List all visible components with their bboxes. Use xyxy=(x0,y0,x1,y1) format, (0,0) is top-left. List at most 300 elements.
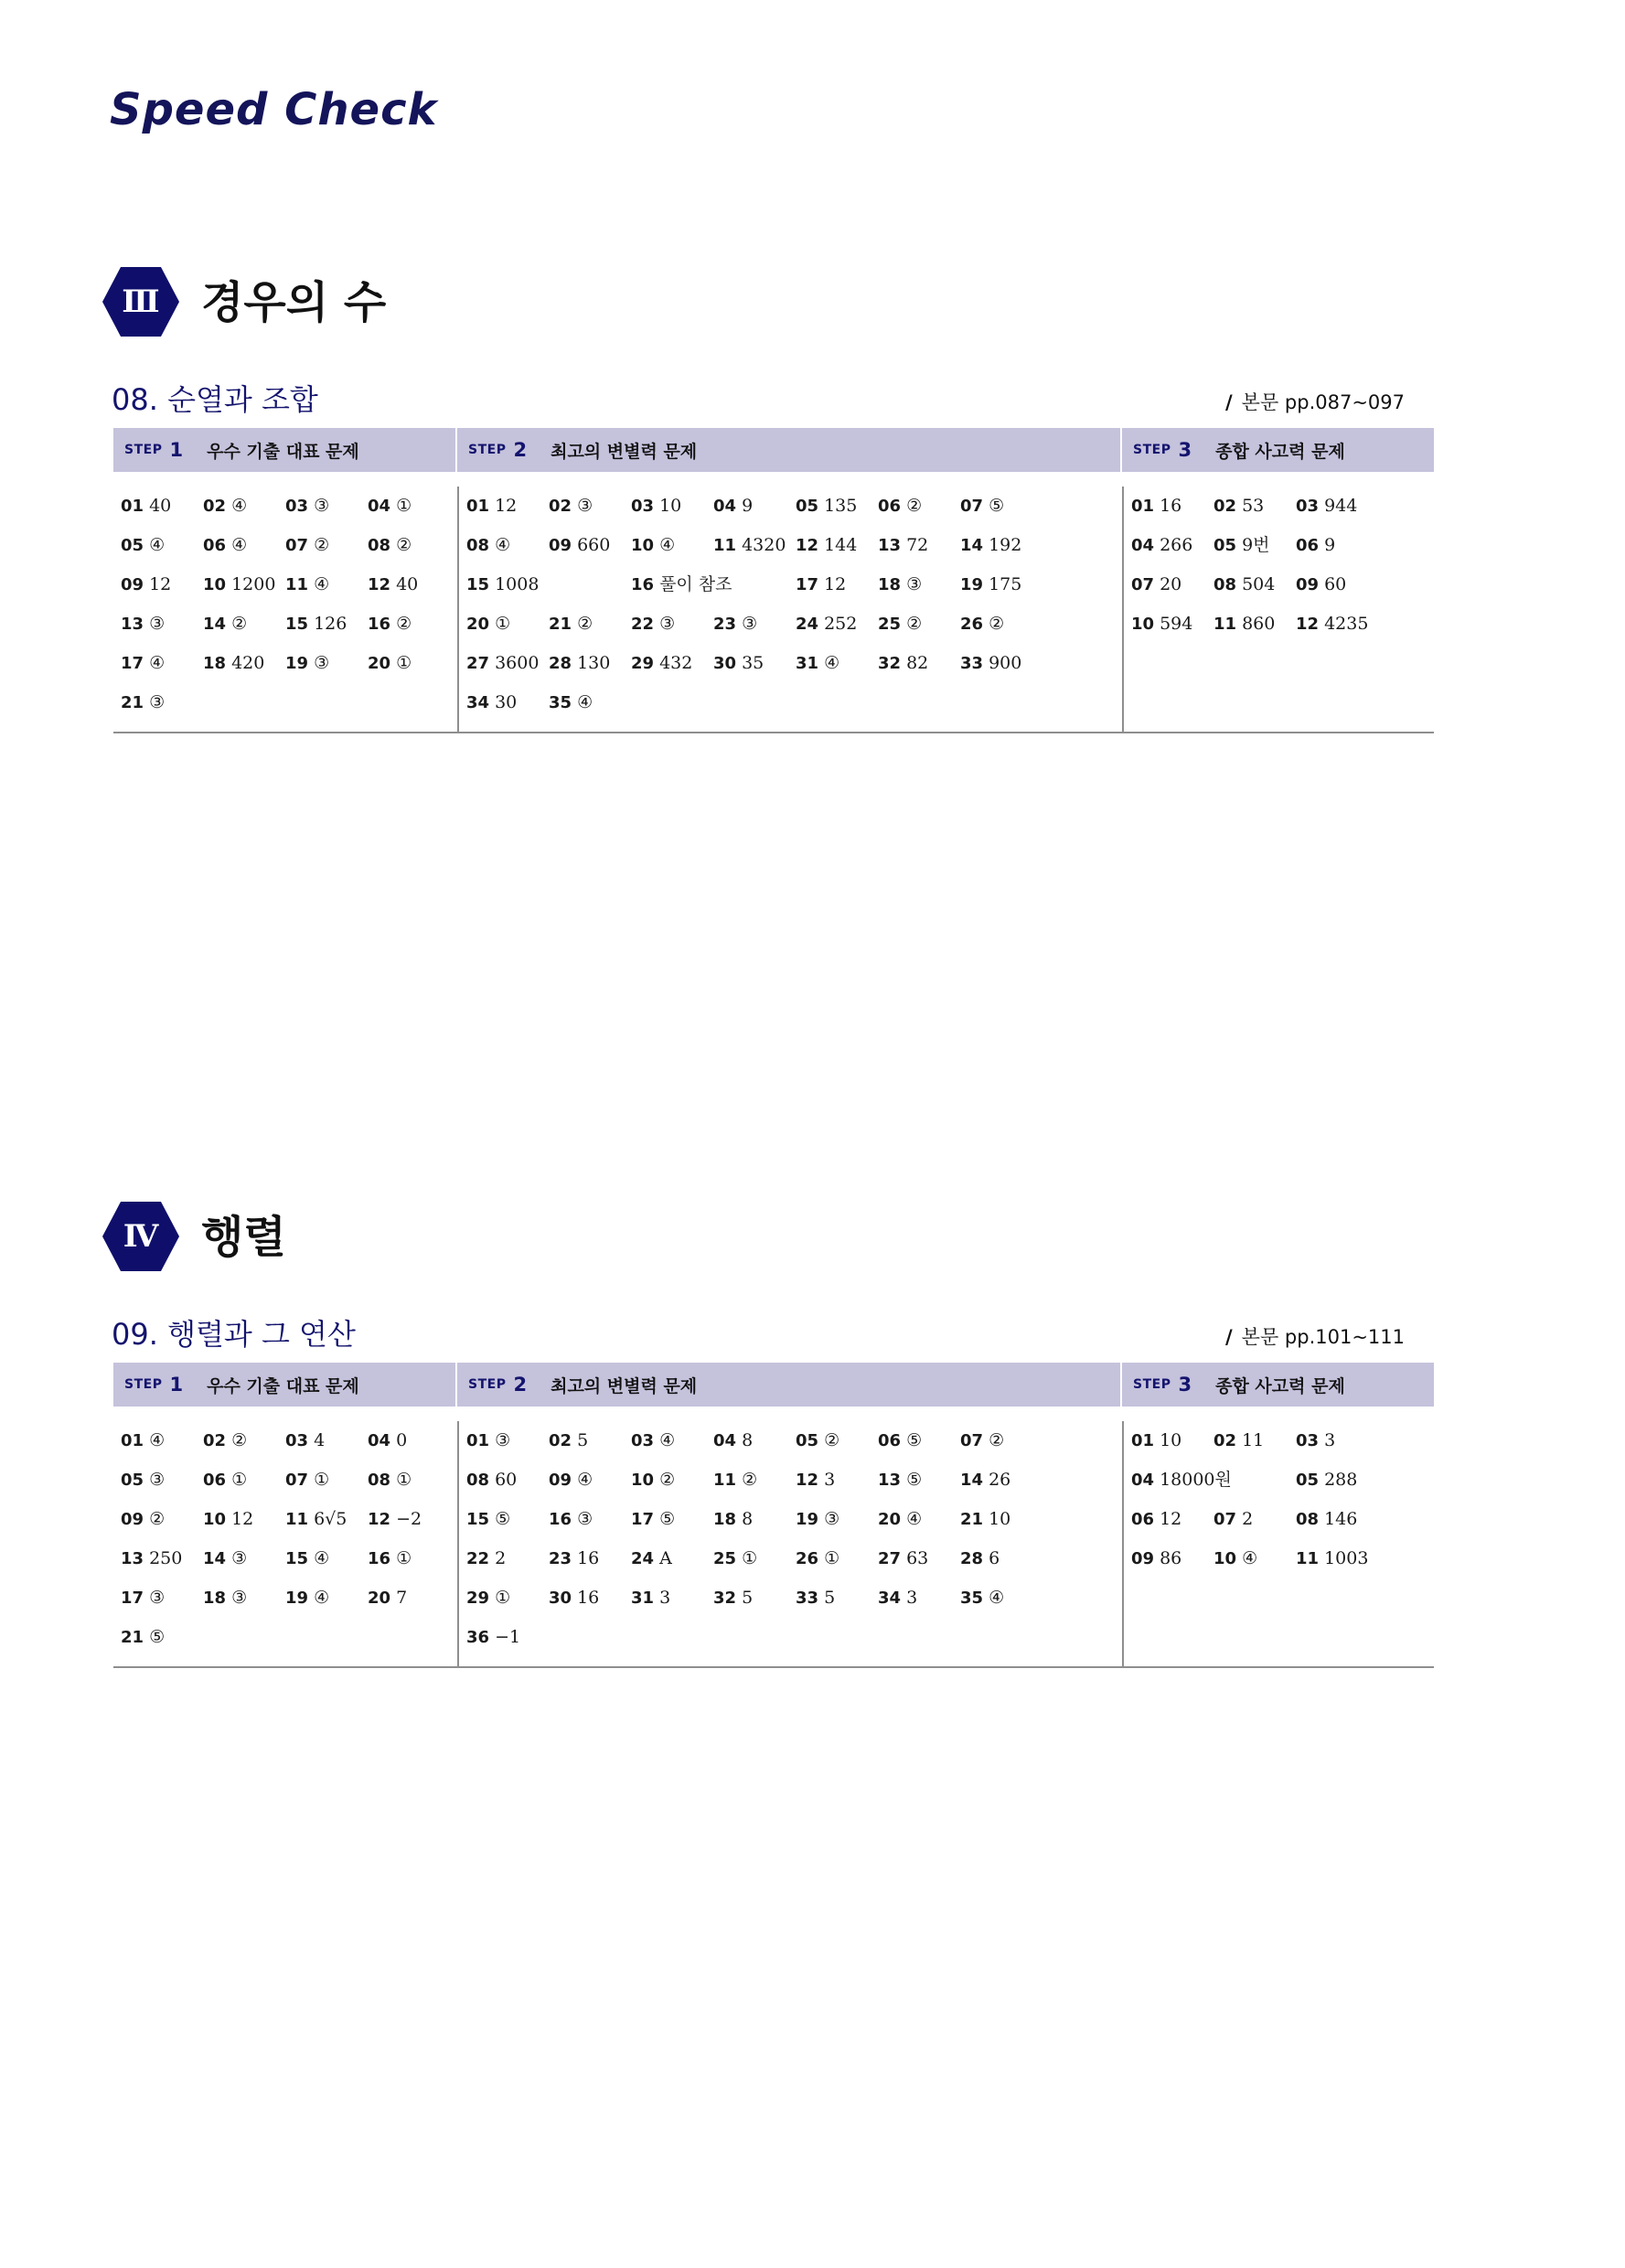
question-number: 30 xyxy=(549,1589,572,1608)
answer-value: ⑤ xyxy=(989,496,1005,516)
answer-value: ① xyxy=(396,653,412,673)
answer-value: 12 xyxy=(1160,1509,1182,1529)
question-number: 06 xyxy=(203,1471,227,1490)
question-number: 05 xyxy=(121,1471,144,1490)
answer-item xyxy=(960,1539,1042,1578)
question-number: 16 xyxy=(631,575,655,594)
question-number: 04 xyxy=(1131,536,1155,555)
page-title: Speed Check xyxy=(110,84,438,135)
question-number: 01 xyxy=(121,1431,144,1450)
step1-answers xyxy=(113,472,457,732)
step-header-bar xyxy=(113,1363,1434,1407)
answer-item xyxy=(203,1578,285,1618)
answer-item xyxy=(466,1539,549,1578)
question-number: 26 xyxy=(796,1549,819,1568)
question-number: 15 xyxy=(285,615,309,634)
answer-item xyxy=(796,1460,878,1500)
question-number: 05 xyxy=(1213,536,1237,555)
question-number: 28 xyxy=(960,1549,984,1568)
answer-item xyxy=(549,1539,631,1578)
answer-value: 12 xyxy=(231,1509,254,1529)
answer-item xyxy=(960,565,1042,604)
question-number: 10 xyxy=(203,575,227,594)
question-number: 26 xyxy=(960,615,984,634)
question-number: 32 xyxy=(878,654,902,673)
unit-header xyxy=(102,267,1447,340)
answer-item xyxy=(796,1578,878,1618)
answer-value: ⑤ xyxy=(906,1430,923,1450)
answer-value: −1 xyxy=(495,1627,521,1647)
answer-item xyxy=(960,644,1042,683)
answer-item xyxy=(203,526,285,565)
answer-item xyxy=(121,683,203,722)
question-number: 06 xyxy=(1131,1510,1155,1529)
answer-item xyxy=(878,1539,960,1578)
answer-item xyxy=(368,487,450,526)
answer-value: 4235 xyxy=(1324,614,1369,634)
answer-value: 2 xyxy=(1242,1509,1254,1529)
question-number: 03 xyxy=(1296,497,1320,516)
answer-item xyxy=(368,644,450,683)
answer-value: ② xyxy=(659,1470,676,1490)
step-number: 1 xyxy=(169,1374,184,1396)
question-number: 16 xyxy=(549,1510,572,1529)
answer-item xyxy=(796,565,878,604)
answer-item xyxy=(203,487,285,526)
answer-value: ④ xyxy=(906,1509,923,1529)
question-number: 02 xyxy=(549,497,572,516)
answer-item xyxy=(549,526,631,565)
step-label: 우수 기출 대표 문제 xyxy=(207,1375,359,1396)
step3-header xyxy=(1122,428,1434,472)
answer-value: 5 xyxy=(577,1430,589,1450)
answer-value: ③ xyxy=(149,1588,166,1608)
question-number: 06 xyxy=(878,497,902,516)
question-number: 15 xyxy=(466,575,490,594)
answer-value: ④ xyxy=(1242,1548,1258,1568)
question-number: 34 xyxy=(878,1589,902,1608)
answer-item xyxy=(1213,526,1296,565)
answer-item xyxy=(1213,565,1296,604)
answer-item xyxy=(203,1500,285,1539)
question-number: 19 xyxy=(960,575,984,594)
page-ref-slash: / xyxy=(1224,391,1233,413)
question-number: 21 xyxy=(121,693,144,712)
answer-table xyxy=(113,1363,1434,1668)
unit-title: 경우의 수 xyxy=(201,277,387,328)
answer-item xyxy=(631,604,713,644)
question-number: 07 xyxy=(960,1431,984,1450)
answer-value: 6 xyxy=(989,1548,1000,1568)
question-number: 05 xyxy=(796,497,819,516)
question-number: 21 xyxy=(960,1510,984,1529)
question-number: 24 xyxy=(631,1549,655,1568)
answer-item xyxy=(631,1500,713,1539)
answer-value: ② xyxy=(396,614,412,634)
answer-value: 860 xyxy=(1242,614,1276,634)
answer-item xyxy=(713,526,796,565)
answer-item xyxy=(203,644,285,683)
answer-value: 130 xyxy=(577,653,611,673)
answer-item xyxy=(368,1421,450,1460)
answer-value: 252 xyxy=(824,614,858,634)
question-number: 04 xyxy=(713,497,737,516)
answer-value: 250 xyxy=(149,1548,183,1568)
answer-item xyxy=(796,604,878,644)
answer-item xyxy=(466,683,549,722)
answer-value: 3 xyxy=(906,1588,918,1608)
step-number: 2 xyxy=(513,1374,528,1396)
answer-item xyxy=(631,1460,713,1500)
answer-item xyxy=(1296,604,1378,644)
step-number: 2 xyxy=(513,439,528,461)
question-number: 10 xyxy=(1213,1549,1237,1568)
answer-value: 266 xyxy=(1160,535,1193,555)
step2-header xyxy=(457,428,1122,472)
answer-value: 4320 xyxy=(742,535,786,555)
answer-value: 3 xyxy=(824,1470,836,1490)
answer-item xyxy=(466,1618,549,1657)
answer-value: ⑤ xyxy=(495,1509,511,1529)
answer-value: 16 xyxy=(1160,496,1182,516)
answer-value: 2 xyxy=(495,1548,507,1568)
answer-item xyxy=(549,1421,631,1460)
question-number: 09 xyxy=(1131,1549,1155,1568)
answer-item xyxy=(285,1500,368,1539)
answer-value: 0 xyxy=(396,1430,408,1450)
step3-header xyxy=(1122,1363,1434,1407)
answer-value: ④ xyxy=(231,496,248,516)
answer-item xyxy=(285,1539,368,1578)
question-number: 06 xyxy=(1296,536,1320,555)
question-number: 14 xyxy=(203,1549,227,1568)
question-number: 01 xyxy=(1131,497,1155,516)
question-number: 03 xyxy=(631,497,655,516)
answer-value: 풀이 참조 xyxy=(659,574,732,594)
chapter-row xyxy=(102,377,1447,428)
step-word: STEP xyxy=(1133,1377,1171,1392)
answer-value: 86 xyxy=(1160,1548,1182,1568)
answer-item xyxy=(1296,565,1378,604)
answer-item xyxy=(1296,1460,1378,1500)
question-number: 07 xyxy=(1213,1510,1237,1529)
question-number: 14 xyxy=(960,536,984,555)
question-number: 09 xyxy=(121,1510,144,1529)
question-number: 04 xyxy=(1131,1471,1155,1490)
answer-item xyxy=(466,487,549,526)
question-number: 27 xyxy=(466,654,490,673)
question-number: 02 xyxy=(1213,497,1237,516)
answer-value: ④ xyxy=(577,1470,593,1490)
answer-value: 10 xyxy=(1160,1430,1182,1450)
answer-value: ③ xyxy=(231,1588,248,1608)
question-number: 07 xyxy=(1131,575,1155,594)
question-number: 22 xyxy=(466,1549,490,1568)
answer-item xyxy=(1296,1421,1378,1460)
question-number: 09 xyxy=(121,575,144,594)
answer-item xyxy=(121,1500,203,1539)
answer-item xyxy=(796,1539,878,1578)
answer-item xyxy=(466,604,549,644)
answer-value: ④ xyxy=(314,1548,330,1568)
answer-item xyxy=(631,1539,713,1578)
question-number: 25 xyxy=(878,615,902,634)
question-number: 01 xyxy=(466,1431,490,1450)
answer-item xyxy=(549,644,631,683)
answer-value: 72 xyxy=(906,535,929,555)
answer-value: 12 xyxy=(824,574,847,594)
question-number: 08 xyxy=(1213,575,1237,594)
step1-answers xyxy=(113,1407,457,1666)
question-number: 20 xyxy=(466,615,490,634)
answer-item xyxy=(121,1421,203,1460)
answer-value: 3600 xyxy=(495,653,540,673)
answer-value: 3 xyxy=(659,1588,671,1608)
answer-item xyxy=(368,565,450,604)
question-number: 21 xyxy=(549,615,572,634)
step1-header xyxy=(113,1363,457,1407)
question-number: 15 xyxy=(466,1510,490,1529)
page-ref-slash: / xyxy=(1224,1326,1233,1348)
question-number: 28 xyxy=(549,654,572,673)
answer-value: ③ xyxy=(659,614,676,634)
answer-item xyxy=(960,604,1042,644)
answer-value: 192 xyxy=(989,535,1022,555)
chapter-row xyxy=(102,1311,1447,1363)
step-word: STEP xyxy=(468,1377,507,1392)
answer-value: ③ xyxy=(149,1470,166,1490)
unit-numeral: Ⅲ xyxy=(122,284,160,320)
answer-value: ② xyxy=(396,535,412,555)
answer-value: ③ xyxy=(149,614,166,634)
answer-table xyxy=(113,428,1434,733)
answer-value: 1200 xyxy=(231,574,276,594)
answer-item xyxy=(549,1460,631,1500)
question-number: 04 xyxy=(368,1431,391,1450)
question-number: 13 xyxy=(878,1471,902,1490)
answer-value: 420 xyxy=(231,653,265,673)
answer-item xyxy=(1213,604,1296,644)
answer-value: 126 xyxy=(314,614,347,634)
answer-value: ⑤ xyxy=(149,1627,166,1647)
answer-item xyxy=(285,487,368,526)
answer-item xyxy=(1131,1500,1213,1539)
question-number: 06 xyxy=(203,536,227,555)
answer-item xyxy=(878,1578,960,1618)
answer-item xyxy=(203,1539,285,1578)
question-number: 01 xyxy=(121,497,144,516)
answer-value: 82 xyxy=(906,653,929,673)
answer-item xyxy=(631,1421,713,1460)
question-number: 07 xyxy=(285,1471,309,1490)
answer-item xyxy=(203,1421,285,1460)
answer-value: ④ xyxy=(149,653,166,673)
step-word: STEP xyxy=(124,1377,163,1392)
question-number: 05 xyxy=(1296,1471,1320,1490)
question-number: 04 xyxy=(713,1431,737,1450)
answers-body xyxy=(113,1407,1434,1668)
answer-value: ④ xyxy=(149,535,166,555)
question-number: 35 xyxy=(549,693,572,712)
answer-value: ① xyxy=(495,1588,511,1608)
question-number: 35 xyxy=(960,1589,984,1608)
answer-value: 1003 xyxy=(1324,1548,1369,1568)
answer-item xyxy=(368,1539,450,1578)
answer-value: ④ xyxy=(495,535,511,555)
answer-value: 60 xyxy=(1324,574,1347,594)
answer-value: A xyxy=(659,1548,672,1568)
question-number: 11 xyxy=(1296,1549,1320,1568)
question-number: 20 xyxy=(878,1510,902,1529)
answer-item xyxy=(1131,1460,1296,1500)
answer-item xyxy=(631,644,713,683)
answer-item xyxy=(285,1421,368,1460)
answer-value: ① xyxy=(396,496,412,516)
answer-value: 5 xyxy=(824,1588,836,1608)
question-number: 18 xyxy=(203,1589,227,1608)
answer-item xyxy=(121,1618,203,1657)
question-number: 04 xyxy=(368,497,391,516)
page-ref-text: 본문 pp.087~097 xyxy=(1241,391,1405,413)
answer-item xyxy=(549,487,631,526)
answer-item xyxy=(466,1421,549,1460)
answer-value: 6√5 xyxy=(314,1509,347,1529)
answer-item xyxy=(368,1578,450,1618)
answer-item xyxy=(960,1578,1042,1618)
answer-value: ② xyxy=(742,1470,758,1490)
question-number: 02 xyxy=(1213,1431,1237,1450)
question-number: 29 xyxy=(631,654,655,673)
question-number: 11 xyxy=(713,1471,737,1490)
answer-value: 944 xyxy=(1324,496,1358,516)
answer-item xyxy=(796,487,878,526)
question-number: 01 xyxy=(466,497,490,516)
question-number: 08 xyxy=(368,1471,391,1490)
step2-header xyxy=(457,1363,1122,1407)
answer-item xyxy=(466,1500,549,1539)
answer-item xyxy=(796,526,878,565)
answer-item xyxy=(713,1421,796,1460)
step-word: STEP xyxy=(124,443,163,457)
answer-value: ② xyxy=(231,1430,248,1450)
answer-item xyxy=(285,1578,368,1618)
question-number: 03 xyxy=(1296,1431,1320,1450)
question-number: 03 xyxy=(631,1431,655,1450)
answer-value: ③ xyxy=(149,692,166,712)
question-number: 19 xyxy=(285,1589,309,1608)
answer-value: ① xyxy=(396,1548,412,1568)
answer-item xyxy=(466,1460,549,1500)
answer-value: ① xyxy=(396,1470,412,1490)
answer-value: −2 xyxy=(396,1509,422,1529)
answer-value: ② xyxy=(989,614,1005,634)
answer-value: 18000원 xyxy=(1160,1470,1232,1490)
step2-answers xyxy=(457,487,1122,732)
question-number: 13 xyxy=(121,1549,144,1568)
question-number: 22 xyxy=(631,615,655,634)
answer-value: ③ xyxy=(495,1430,511,1450)
answer-item xyxy=(631,565,796,604)
answer-value: 26 xyxy=(989,1470,1011,1490)
question-number: 17 xyxy=(121,654,144,673)
answer-value: 900 xyxy=(989,653,1022,673)
question-number: 08 xyxy=(466,536,490,555)
question-number: 19 xyxy=(796,1510,819,1529)
answer-item xyxy=(713,1500,796,1539)
question-number: 14 xyxy=(203,615,227,634)
question-number: 11 xyxy=(1213,615,1237,634)
answer-item xyxy=(549,1578,631,1618)
answer-value: 53 xyxy=(1242,496,1265,516)
step2-answers xyxy=(457,1421,1122,1666)
answer-value: ④ xyxy=(314,574,330,594)
step-number: 1 xyxy=(169,439,184,461)
question-number: 01 xyxy=(1131,1431,1155,1450)
answer-value: ④ xyxy=(989,1588,1005,1608)
answer-item xyxy=(203,604,285,644)
answer-item xyxy=(1296,1539,1378,1578)
answer-item xyxy=(549,604,631,644)
question-number: 16 xyxy=(368,1549,391,1568)
unit-section xyxy=(102,1202,1447,1668)
step-label: 우수 기출 대표 문제 xyxy=(207,441,359,462)
answer-item xyxy=(878,487,960,526)
question-number: 17 xyxy=(796,575,819,594)
question-number: 02 xyxy=(203,497,227,516)
question-number: 23 xyxy=(549,1549,572,1568)
step3-answers xyxy=(1122,1421,1434,1666)
answer-value: ③ xyxy=(742,614,758,634)
answer-item xyxy=(466,1578,549,1618)
question-number: 17 xyxy=(631,1510,655,1529)
answer-value: ② xyxy=(149,1509,166,1529)
answer-value: 5 xyxy=(742,1588,754,1608)
answer-item xyxy=(631,526,713,565)
answer-value: ① xyxy=(314,1470,330,1490)
answer-item xyxy=(713,487,796,526)
answer-value: 504 xyxy=(1242,574,1276,594)
question-number: 19 xyxy=(285,654,309,673)
question-number: 03 xyxy=(285,497,309,516)
step-number: 3 xyxy=(1178,439,1192,461)
answer-item xyxy=(121,644,203,683)
question-number: 27 xyxy=(878,1549,902,1568)
question-number: 05 xyxy=(121,536,144,555)
step-label: 종합 사고력 문제 xyxy=(1215,441,1345,462)
answer-value: ② xyxy=(314,535,330,555)
answer-item xyxy=(796,644,878,683)
question-number: 33 xyxy=(796,1589,819,1608)
question-number: 14 xyxy=(960,1471,984,1490)
question-number: 33 xyxy=(960,654,984,673)
answer-value: 7 xyxy=(396,1588,408,1608)
answer-value: ③ xyxy=(314,653,330,673)
unit-title: 행렬 xyxy=(201,1212,286,1263)
answer-item xyxy=(121,604,203,644)
answer-item xyxy=(549,1500,631,1539)
answer-value: 8 xyxy=(742,1509,754,1529)
answer-item xyxy=(466,565,549,604)
answer-item xyxy=(466,644,549,683)
question-number: 20 xyxy=(368,654,391,673)
answer-value: ① xyxy=(495,614,511,634)
question-number: 29 xyxy=(466,1589,490,1608)
answer-item xyxy=(960,1421,1042,1460)
answer-value: ③ xyxy=(231,1548,248,1568)
answer-value: ⑤ xyxy=(906,1470,923,1490)
answer-item xyxy=(368,1500,450,1539)
answer-value: 60 xyxy=(495,1470,518,1490)
